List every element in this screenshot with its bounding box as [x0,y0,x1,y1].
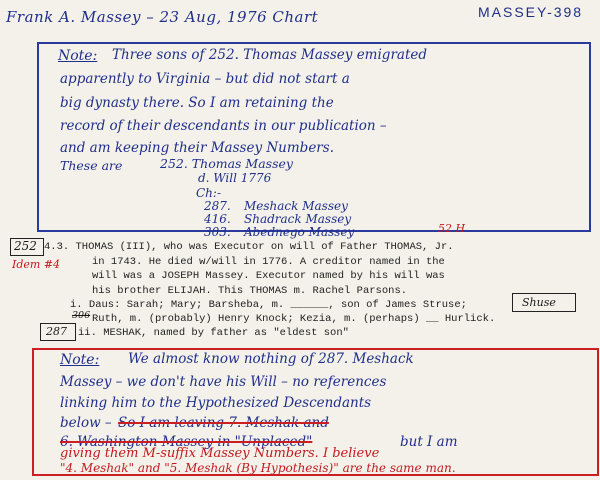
red-note-line: below – [60,415,112,431]
red-note-line: Massey – we don't have his Will – no references [60,374,387,390]
red-note-line: but I am [400,434,458,450]
header-title: Frank A. Massey – 23 Aug, 1976 Chart [6,8,319,26]
list-intro: These are [60,158,123,173]
son-number: 287. [204,199,231,213]
margin-number: 252 [14,239,37,253]
son-number: 416. [204,212,231,226]
red-note-line: We almost know nothing of 287. Meshack [128,351,414,367]
entry-line: 4.3. THOMAS (III), who was Executor on will of Father THOMAS, Jr. [44,241,454,253]
margin-number-306: 306 [72,310,91,321]
list-head-sub: d. Will 1776 [198,171,272,185]
blue-note-line: apparently to Virginia – but did not start a [60,71,350,87]
entry-line: in 1743. He died w/will in 1776. A creditor named in the [92,256,445,268]
son-name: Meshack Massey [244,199,348,213]
entry-line: ii. MESHAK, named by father as "eldest son" [78,327,349,339]
entry-line: Ruth, m. (probably) Henry Knock; Kezia, m. (perhaps) __ Hurlick. [92,313,496,325]
son-name: Abednego Massey [244,225,355,239]
blue-note-line: and am keeping their Massey Numbers. [60,140,334,156]
entry-line: i. Daus: Sarah; Mary; Barsheba, m. ______, son of James Struse; [70,299,467,311]
margin-reference: Idem #4 [12,258,61,271]
red-note-struck-line: So I am leaving 7. Meshak and [118,415,329,431]
red-note-label: Note: [60,352,100,368]
list-label: Ch:- [196,186,222,200]
entry-line: will was a JOSEPH Massey. Executor named by his will was [92,270,445,282]
red-note-line: linking him to the Hypothesized Descendants [60,395,372,411]
blue-note-label: Note: [58,48,98,64]
shuse-annotation: Shuse [522,296,556,309]
entry-line: his brother ELIJAH. This THOMAS m. Rachel Parsons. [92,285,408,297]
margin-number-287: 287 [46,325,67,338]
blue-note-line: big dynasty there. So I am retaining the [60,95,334,111]
document-id: MASSEY-398 [478,4,584,20]
blue-note-line: record of their descendants in our publication – [60,118,387,134]
list-head: 252. Thomas Massey [160,156,293,171]
red-note-struck-line: 6. Washington Massey in "Unplaced" [60,434,313,450]
superscript-number: 52 H [438,222,466,235]
red-note-line: giving them M-suffix Massey Numbers. I believe [60,446,380,461]
son-name: Shadrack Massey [244,212,352,226]
son-number: 303. [204,225,231,239]
red-note-line: "4. Meshak" and "5. Meshak (By Hypothesis)" are the same man. [60,461,456,475]
blue-note-line: Three sons of 252. Thomas Massey emigrated [112,47,427,63]
